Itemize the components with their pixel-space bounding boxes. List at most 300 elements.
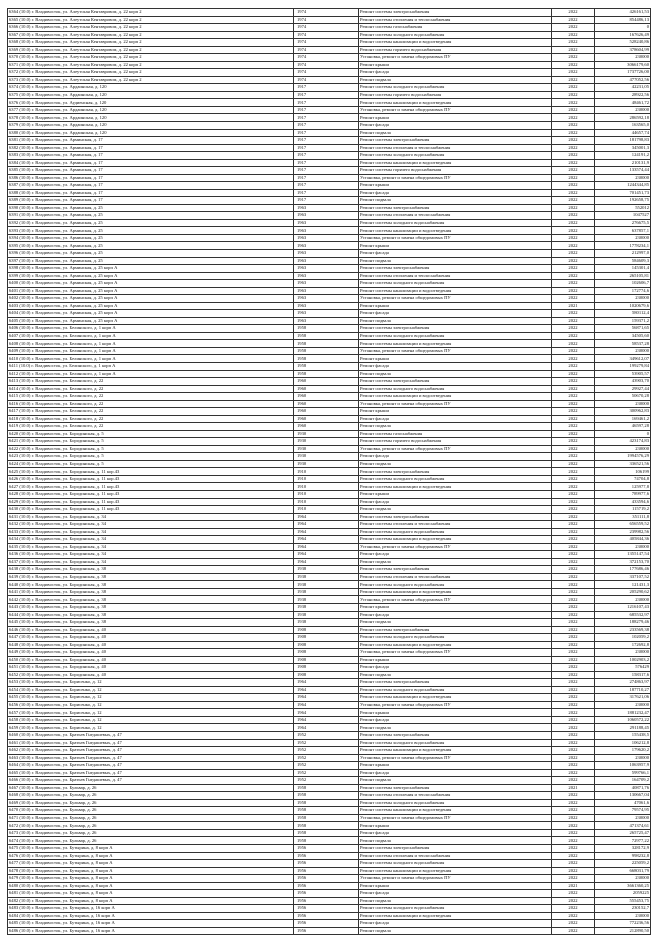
table-row xyxy=(8,656,651,664)
planned-year-cell: 2022 xyxy=(552,528,595,536)
work-type-cell: Ремонт системы электроснабжения xyxy=(359,137,552,145)
table-row xyxy=(8,423,651,431)
address-cell: 6438 (10.0) г. Владивосток, ул. Бородинская, д. 38 xyxy=(8,566,294,574)
table-row xyxy=(8,355,651,363)
year-built-cell: 1917 xyxy=(294,189,359,197)
planned-year-cell: 2022 xyxy=(552,596,595,604)
cost-cell: 177686,46 xyxy=(595,566,651,574)
address-cell: 6432 (10.0) г. Владивосток, ул. Бородинская, д. 34 xyxy=(8,521,294,529)
work-type-cell: Ремонт фасада xyxy=(359,551,552,559)
address-cell: 6419 (10.0) г. Владивосток, ул. Белинского, д. 22 xyxy=(8,423,294,431)
work-type-cell: Ремонт системы канализации и водоотведения xyxy=(359,536,552,544)
cost-cell: 1063957,9 xyxy=(595,762,651,770)
year-built-cell: 1963 xyxy=(294,265,359,273)
year-built-cell: 1960 xyxy=(294,408,359,416)
cost-cell: 56871,65 xyxy=(595,325,651,333)
cost-cell: 0 xyxy=(595,24,651,32)
cost-cell: 265725,47 xyxy=(595,829,651,837)
work-type-cell: Ремонт системы канализации и водоотведения xyxy=(359,912,552,920)
work-type-cell: Установка, ремонт и замена общедомовых ПУ xyxy=(359,106,552,114)
year-built-cell: 1958 xyxy=(294,355,359,363)
planned-year-cell: 2022 xyxy=(552,905,595,913)
address-cell: 6366 (10.0) г. Владивосток, ул. Алеутская Кентавровом, д. 22 корп 2 xyxy=(8,24,294,32)
address-cell: 6392 (10.0) г. Владивосток, ул. Арминская, д. 25 xyxy=(8,219,294,227)
cost-cell: 210131,9 xyxy=(595,159,651,167)
planned-year-cell: 2022 xyxy=(552,573,595,581)
year-built-cell: 1952 xyxy=(294,762,359,770)
planned-year-cell: 2022 xyxy=(552,829,595,837)
planned-year-cell: 2022 xyxy=(552,491,595,499)
year-built-cell: 1958 xyxy=(294,325,359,333)
cost-cell: 44657,74 xyxy=(595,129,651,137)
planned-year-cell: 2022 xyxy=(552,295,595,303)
year-built-cell: 1908 xyxy=(294,649,359,657)
cost-cell: 265105,81 xyxy=(595,272,651,280)
work-type-cell: Ремонт системы канализации и водоотведения xyxy=(359,694,552,702)
cost-cell: 317621,06 xyxy=(595,694,651,702)
planned-year-cell: 2022 xyxy=(552,875,595,883)
work-type-cell: Установка, ремонт и замена общедомовых ПУ xyxy=(359,174,552,182)
planned-year-cell: 2022 xyxy=(552,603,595,611)
cost-cell: 230000 xyxy=(595,295,651,303)
table-row xyxy=(8,626,651,634)
cost-cell: 133574,44 xyxy=(595,167,651,175)
year-built-cell: 1938 xyxy=(294,566,359,574)
planned-year-cell: 2022 xyxy=(552,475,595,483)
work-type-cell: Ремонт системы холодного водоснабжения xyxy=(359,332,552,340)
year-built-cell: 1963 xyxy=(294,280,359,288)
planned-year-cell: 2022 xyxy=(552,920,595,928)
capital-repair-table xyxy=(7,8,651,935)
address-cell: 6364 (10.0) г. Владивосток, ул. Алеутская Кентавровом, д. 22 корп 2 xyxy=(8,9,294,17)
work-type-cell: Установка, ремонт и замена общедомовых ПУ xyxy=(359,814,552,822)
table-row xyxy=(8,762,651,770)
address-cell: 6444 (10.0) г. Владивосток, ул. Бородинская, д. 38 xyxy=(8,611,294,619)
table-row xyxy=(8,144,651,152)
cost-cell: 426161,53 xyxy=(595,9,651,17)
planned-year-cell: 2022 xyxy=(552,423,595,431)
year-built-cell: 1956 xyxy=(294,867,359,875)
table-row xyxy=(8,393,651,401)
cost-cell: 115719,2 xyxy=(595,506,651,514)
cost-cell: 276675,5 xyxy=(595,219,651,227)
year-built-cell: 1964 xyxy=(294,701,359,709)
work-type-cell: Ремонт системы отопления и теплоснабжения xyxy=(359,792,552,800)
table-row xyxy=(8,280,651,288)
address-cell: 6387 (10.0) г. Владивосток, ул. Арминская, д. 17 xyxy=(8,182,294,190)
work-type-cell: Установка, ремонт и замена общедомовых ПУ xyxy=(359,445,552,453)
year-built-cell: 1917 xyxy=(294,84,359,92)
work-type-cell: Ремонт фасада xyxy=(359,611,552,619)
address-cell: 6480 (10.0) г. Владивосток, ул. Бутырина, д. 8 корп А xyxy=(8,882,294,890)
year-built-cell: 1908 xyxy=(294,671,359,679)
year-built-cell: 1960 xyxy=(294,400,359,408)
cost-cell: 106199 xyxy=(595,468,651,476)
table-row xyxy=(8,265,651,273)
cost-cell: 230152,7 xyxy=(595,905,651,913)
work-type-cell: Ремонт системы холодного водоснабжения xyxy=(359,280,552,288)
table-row xyxy=(8,927,651,935)
work-type-cell: Ремонт системы электроснабжения xyxy=(359,566,552,574)
address-cell: 6458 (10.0) г. Владивосток, ул. Борисенко, д. 12 xyxy=(8,716,294,724)
year-built-cell: 1958 xyxy=(294,822,359,830)
table-row xyxy=(8,39,651,47)
table-row xyxy=(8,99,651,107)
year-built-cell: 1956 xyxy=(294,875,359,883)
table-row xyxy=(8,227,651,235)
year-built-cell: 1938 xyxy=(294,573,359,581)
planned-year-cell: 2022 xyxy=(552,792,595,800)
cost-cell: 230000 xyxy=(595,649,651,657)
table-row xyxy=(8,897,651,905)
year-built-cell: 1910 xyxy=(294,475,359,483)
cost-cell: 854486,13 xyxy=(595,16,651,24)
address-cell: 6441 (10.0) г. Владивосток, ул. Бородинская, д. 38 xyxy=(8,588,294,596)
planned-year-cell: 2022 xyxy=(552,611,595,619)
year-built-cell: 1917 xyxy=(294,167,359,175)
address-cell: 6469 (10.0) г. Владивосток, ул. Бульвар, д. 26 xyxy=(8,799,294,807)
planned-year-cell: 2022 xyxy=(552,197,595,205)
address-cell: 6394 (10.0) г. Владивосток, ул. Арминская, д. 25 xyxy=(8,234,294,242)
work-type-cell: Ремонт фасада xyxy=(359,415,552,423)
year-built-cell: 1930 xyxy=(294,430,359,438)
cost-cell: 239982,56 xyxy=(595,528,651,536)
planned-year-cell: 2022 xyxy=(552,167,595,175)
planned-year-cell: 2022 xyxy=(552,84,595,92)
address-cell: 6475 (10.0) г. Владивосток, ул. Бутырина, д. 8 корп А xyxy=(8,844,294,852)
work-type-cell: Ремонт крыши xyxy=(359,603,552,611)
cost-cell: 50670,28 xyxy=(595,393,651,401)
table-row xyxy=(8,671,651,679)
table-row xyxy=(8,709,651,717)
work-type-cell: Ремонт подвала xyxy=(359,724,552,732)
work-type-cell: Ремонт системы канализации и водоотведения xyxy=(359,747,552,755)
cost-cell: 552012 xyxy=(595,204,651,212)
year-built-cell: 1974 xyxy=(294,9,359,17)
table-row xyxy=(8,528,651,536)
table-row xyxy=(8,912,651,920)
address-cell: 6434 (10.0) г. Владивосток, ул. Бородинская, д. 34 xyxy=(8,536,294,544)
address-cell: 6428 (10.0) г. Владивосток, ул. Бородинская, д. 11 кор.43 xyxy=(8,491,294,499)
work-type-cell: Ремонт подвала xyxy=(359,423,552,431)
table-row xyxy=(8,777,651,785)
work-type-cell: Ремонт системы холодного водоснабжения xyxy=(359,634,552,642)
year-built-cell: 1910 xyxy=(294,483,359,491)
cost-cell: 233569,38 xyxy=(595,626,651,634)
table-row xyxy=(8,438,651,446)
table-row xyxy=(8,573,651,581)
planned-year-cell: 2022 xyxy=(552,852,595,860)
planned-year-cell: 2022 xyxy=(552,152,595,160)
planned-year-cell: 2022 xyxy=(552,347,595,355)
cost-cell: 43903,70 xyxy=(595,378,651,386)
work-type-cell: Ремонт системы холодного водоснабжения xyxy=(359,219,552,227)
register-document xyxy=(7,8,649,935)
table-row xyxy=(8,106,651,114)
planned-year-cell: 2022 xyxy=(552,121,595,129)
address-cell: 6461 (10.0) г. Владивосток, ул. Братьев Гнедашевых, д. 47 xyxy=(8,739,294,747)
cost-cell: 102059,2 xyxy=(595,634,651,642)
address-cell: 6440 (10.0) г. Владивосток, ул. Бородинская, д. 38 xyxy=(8,581,294,589)
work-type-cell: Ремонт крыши xyxy=(359,182,552,190)
year-built-cell: 1958 xyxy=(294,792,359,800)
table-row xyxy=(8,189,651,197)
work-type-cell: Ремонт фасада xyxy=(359,310,552,318)
work-type-cell: Ремонт подвала xyxy=(359,317,552,325)
cost-cell: 349612,07 xyxy=(595,355,651,363)
work-type-cell: Ремонт системы электроснабжения xyxy=(359,513,552,521)
year-built-cell: 1917 xyxy=(294,91,359,99)
work-type-cell: Ремонт системы канализации и водоотведения xyxy=(359,287,552,295)
work-type-cell: Ремонт системы отопления и теплоснабжения xyxy=(359,521,552,529)
year-built-cell: 1910 xyxy=(294,506,359,514)
year-built-cell: 1956 xyxy=(294,844,359,852)
year-built-cell: 1960 xyxy=(294,378,359,386)
work-type-cell: Ремонт системы канализации и водоотведения xyxy=(359,867,552,875)
address-cell: 6385 (10.0) г. Владивосток, ул. Арминская, д. 17 xyxy=(8,167,294,175)
planned-year-cell: 2022 xyxy=(552,317,595,325)
work-type-cell: Ремонт фасада xyxy=(359,250,552,258)
cost-cell: 74704,8 xyxy=(595,475,651,483)
table-row xyxy=(8,491,651,499)
planned-year-cell: 2022 xyxy=(552,732,595,740)
table-row xyxy=(8,234,651,242)
work-type-cell: Ремонт системы горячего водоснабжения xyxy=(359,46,552,54)
address-cell: 6383 (10.0) г. Владивосток, ул. Арминская, д. 17 xyxy=(8,152,294,160)
planned-year-cell: 2021 xyxy=(552,302,595,310)
table-row xyxy=(8,619,651,627)
year-built-cell: 1952 xyxy=(294,739,359,747)
planned-year-cell: 2022 xyxy=(552,438,595,446)
address-cell: 6430 (10.0) г. Владивосток, ул. Бородинская, д. 11 кор.43 xyxy=(8,506,294,514)
table-row xyxy=(8,204,651,212)
table-row xyxy=(8,506,651,514)
cost-cell: 433594,6 xyxy=(595,498,651,506)
cost-cell: 637857,1 xyxy=(595,227,651,235)
address-cell: 6379 (10.0) г. Владивосток, ул. Ардаинская, д. 120 xyxy=(8,121,294,129)
table-row xyxy=(8,521,651,529)
work-type-cell: Ремонт подвала xyxy=(359,619,552,627)
address-cell: 6442 (10.0) г. Владивосток, ул. Бородинская, д. 38 xyxy=(8,596,294,604)
work-type-cell: Ремонт подвала xyxy=(359,671,552,679)
table-row xyxy=(8,121,651,129)
work-type-cell: Ремонт системы канализации и водоотведения xyxy=(359,39,552,47)
table-row xyxy=(8,347,651,355)
year-built-cell: 1956 xyxy=(294,897,359,905)
year-built-cell: 1958 xyxy=(294,784,359,792)
table-row xyxy=(8,24,651,32)
planned-year-cell: 2022 xyxy=(552,46,595,54)
planned-year-cell: 2022 xyxy=(552,912,595,920)
planned-year-cell: 2022 xyxy=(552,837,595,845)
cost-cell: 42231,05 xyxy=(595,84,651,92)
work-type-cell: Ремонт системы холодного водоснабжения xyxy=(359,31,552,39)
cost-cell: 172774,6 xyxy=(595,287,651,295)
table-row xyxy=(8,837,651,845)
work-type-cell: Ремонт фасада xyxy=(359,716,552,724)
cost-cell: 145301,4 xyxy=(595,265,651,273)
address-cell: 6408 (10.0) г. Владивосток, ул. Белинского, д. 1 корп А xyxy=(8,340,294,348)
planned-year-cell: 2022 xyxy=(552,890,595,898)
planned-year-cell: 2022 xyxy=(552,634,595,642)
table-row xyxy=(8,920,651,928)
address-cell: 6407 (10.0) г. Владивосток, ул. Белинского, д. 1 корп А xyxy=(8,332,294,340)
planned-year-cell: 2022 xyxy=(552,242,595,250)
planned-year-cell: 2022 xyxy=(552,362,595,370)
cost-cell: 230000 xyxy=(595,347,651,355)
work-type-cell: Ремонт системы электроснабжения xyxy=(359,784,552,792)
cost-cell: 230000 xyxy=(595,234,651,242)
planned-year-cell: 2022 xyxy=(552,536,595,544)
cost-cell: 48461,72 xyxy=(595,99,651,107)
work-type-cell: Ремонт системы канализации и водоотведения xyxy=(359,99,552,107)
work-type-cell: Ремонт системы электроснабжения xyxy=(359,378,552,386)
address-cell: 6467 (10.0) г. Владивосток, ул. Бульвар, д. 26 xyxy=(8,784,294,792)
cost-cell: 336521,56 xyxy=(595,460,651,468)
cost-cell: 1060572,22 xyxy=(595,716,651,724)
table-row xyxy=(8,475,651,483)
year-built-cell: 1974 xyxy=(294,69,359,77)
planned-year-cell: 2022 xyxy=(552,144,595,152)
year-built-cell: 1963 xyxy=(294,227,359,235)
cost-cell: 701451,73 xyxy=(595,189,651,197)
table-row xyxy=(8,807,651,815)
work-type-cell: Ремонт системы электроснабжения xyxy=(359,679,552,687)
table-row xyxy=(8,814,651,822)
table-row xyxy=(8,686,651,694)
year-built-cell: 1917 xyxy=(294,144,359,152)
cost-cell: 192658,75 xyxy=(595,197,651,205)
planned-year-cell: 2022 xyxy=(552,483,595,491)
work-type-cell: Ремонт подвала xyxy=(359,460,552,468)
table-row xyxy=(8,716,651,724)
planned-year-cell: 2022 xyxy=(552,340,595,348)
year-built-cell: 1964 xyxy=(294,686,359,694)
address-cell: 6416 (10.0) г. Владивосток, ул. Белинского, д. 22 xyxy=(8,400,294,408)
work-type-cell: Ремонт системы горячего водоснабжения xyxy=(359,167,552,175)
work-type-cell: Ремонт подвала xyxy=(359,370,552,378)
address-cell: 6391 (10.0) г. Владивосток, ул. Арминская, д. 25 xyxy=(8,212,294,220)
table-row xyxy=(8,295,651,303)
work-type-cell: Ремонт системы электроснабжения xyxy=(359,468,552,476)
cost-cell: 998232,8 xyxy=(595,852,651,860)
address-cell: 6435 (10.0) г. Владивосток, ул. Бородинская, д. 34 xyxy=(8,543,294,551)
planned-year-cell: 2022 xyxy=(552,393,595,401)
planned-year-cell: 2022 xyxy=(552,287,595,295)
planned-year-cell: 2022 xyxy=(552,844,595,852)
planned-year-cell: 2022 xyxy=(552,189,595,197)
planned-year-cell: 2022 xyxy=(552,54,595,62)
address-cell: 6448 (10.0) г. Владивосток, ул. Бородинская, д. 40 xyxy=(8,641,294,649)
cost-cell: 230000 xyxy=(595,875,651,883)
address-cell: 6454 (10.0) г. Владивосток, ул. Борисенко, д. 12 xyxy=(8,686,294,694)
cost-cell: 300962,83 xyxy=(595,408,651,416)
cost-cell: 181798,83 xyxy=(595,137,651,145)
address-cell: 6402 (10.0) г. Владивосток, ул. Арминская, д. 25 корп А xyxy=(8,295,294,303)
work-type-cell: Ремонт фасада xyxy=(359,69,552,77)
table-row xyxy=(8,634,651,642)
planned-year-cell: 2021 xyxy=(552,882,595,890)
planned-year-cell: 2022 xyxy=(552,860,595,868)
year-built-cell: 1958 xyxy=(294,362,359,370)
planned-year-cell: 2022 xyxy=(552,91,595,99)
table-row xyxy=(8,890,651,898)
cost-cell: 230000 xyxy=(595,174,651,182)
year-built-cell: 1974 xyxy=(294,24,359,32)
planned-year-cell: 2022 xyxy=(552,671,595,679)
planned-year-cell: 2022 xyxy=(552,799,595,807)
year-built-cell: 1964 xyxy=(294,558,359,566)
cost-cell: 230000 xyxy=(595,701,651,709)
table-row xyxy=(8,430,651,438)
year-built-cell: 1956 xyxy=(294,852,359,860)
work-type-cell: Ремонт системы электроснабжения xyxy=(359,626,552,634)
year-built-cell: 1963 xyxy=(294,287,359,295)
cost-cell: 230000 xyxy=(595,400,651,408)
address-cell: 6376 (10.0) г. Владивосток, ул. Аудиенсная, д. 120 xyxy=(8,99,294,107)
address-cell: 6368 (10.0) г. Владивосток, ул. Алеутская Кентавровом, д. 22 корп 2 xyxy=(8,39,294,47)
work-type-cell: Ремонт системы холодного водоснабжения xyxy=(359,385,552,393)
cost-cell: 477052,56 xyxy=(595,76,651,84)
cost-cell: 230000 xyxy=(595,54,651,62)
planned-year-cell: 2022 xyxy=(552,31,595,39)
table-row xyxy=(8,378,651,386)
work-type-cell: Установка, ремонт и замена общедомовых ПУ xyxy=(359,875,552,883)
table-row xyxy=(8,257,651,265)
work-type-cell: Ремонт системы холодного водоснабжения xyxy=(359,799,552,807)
cost-cell: 599766,1 xyxy=(595,769,651,777)
cost-cell: 188279,46 xyxy=(595,619,651,627)
planned-year-cell: 2022 xyxy=(552,227,595,235)
work-type-cell: Ремонт крыши xyxy=(359,114,552,122)
address-cell: 6404 (10.0) г. Владивосток, ул. Арминская, д. 25 корп А xyxy=(8,310,294,318)
cost-cell: 584609,3 xyxy=(595,257,651,265)
address-cell: 6395 (10.0) г. Владивосток, ул. Арминская, д. 25 xyxy=(8,242,294,250)
year-built-cell: 1963 xyxy=(294,204,359,212)
address-cell: 6439 (10.0) г. Владивосток, ул. Бородинская, д. 38 xyxy=(8,573,294,581)
work-type-cell: Ремонт подвала xyxy=(359,927,552,935)
work-type-cell: Ремонт крыши xyxy=(359,762,552,770)
cost-cell: 172692,8 xyxy=(595,641,651,649)
year-built-cell: 1958 xyxy=(294,332,359,340)
work-type-cell: Ремонт фасада xyxy=(359,664,552,672)
address-cell: 6453 (10.0) г. Владивосток, ул. Борисенко, д. 12 xyxy=(8,679,294,687)
table-row xyxy=(8,114,651,122)
work-type-cell: Ремонт подвала xyxy=(359,558,552,566)
cost-cell: 40871,76 xyxy=(595,784,651,792)
address-cell: 6400 (10.0) г. Владивосток, ул. Арминская, д. 25 корп А xyxy=(8,280,294,288)
cost-cell: 576429 xyxy=(595,664,651,672)
table-row xyxy=(8,340,651,348)
year-built-cell: 1974 xyxy=(294,76,359,84)
planned-year-cell: 2022 xyxy=(552,257,595,265)
year-built-cell: 1974 xyxy=(294,31,359,39)
year-built-cell: 1964 xyxy=(294,536,359,544)
work-type-cell: Ремонт фасада xyxy=(359,829,552,837)
address-cell: 6393 (10.0) г. Владивосток, ул. Арминская, д. 25 xyxy=(8,227,294,235)
table-row xyxy=(8,739,651,747)
planned-year-cell: 2022 xyxy=(552,272,595,280)
planned-year-cell: 2022 xyxy=(552,204,595,212)
planned-year-cell: 2022 xyxy=(552,619,595,627)
work-type-cell: Ремонт подвала xyxy=(359,76,552,84)
planned-year-cell: 2022 xyxy=(552,460,595,468)
table-row xyxy=(8,250,651,258)
cost-cell: 1994576,29 xyxy=(595,453,651,461)
cost-cell: 187710,27 xyxy=(595,686,651,694)
cost-cell: 328172,9 xyxy=(595,844,651,852)
planned-year-cell: 2022 xyxy=(552,385,595,393)
